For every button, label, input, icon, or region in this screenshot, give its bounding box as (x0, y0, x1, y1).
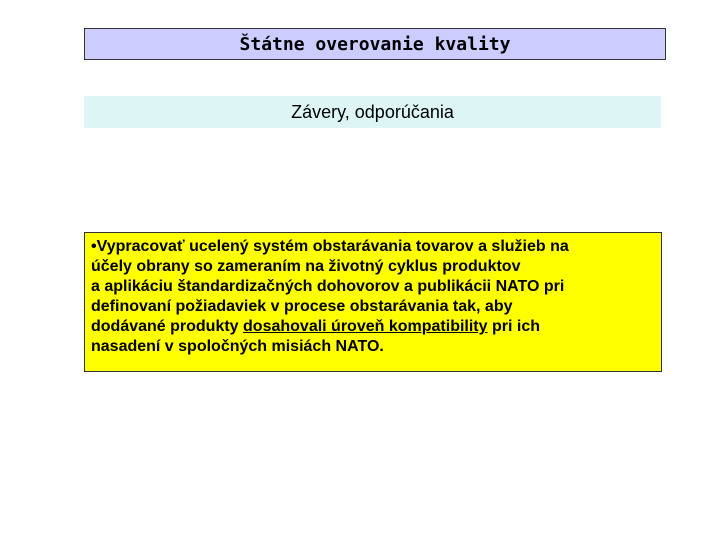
content-line-3: a aplikáciu štandardizačných dohovorov a publikácii NATO pri (91, 278, 565, 295)
page-title: Štátne overovanie kvality (239, 33, 511, 55)
content-text-1: Vypracovať ucelený systém obstarávania tovarov a služieb na (96, 238, 569, 255)
content-line-1 (91, 237, 655, 257)
title-box (84, 28, 666, 60)
content-line-2: účely obrany so zameraním na životný cyklus produktov (91, 258, 521, 275)
content-text-5a: dodávané produkty (91, 318, 244, 335)
bullet-icon: • (91, 238, 97, 255)
content-line-5 (91, 317, 655, 337)
recommendation-box (84, 232, 662, 372)
content-text-5b: pri ich (487, 318, 540, 335)
content-line-4: definovaní požiadaviek v procese obstarávania tak, aby (91, 298, 513, 315)
underlined-phrase: dosahovali úroveň kompatibility (243, 318, 488, 335)
content-line-6: nasadení v spoločných misiách NATO. (91, 338, 384, 355)
subtitle-box (84, 96, 661, 128)
section-subtitle: Závery, odporúčania (291, 101, 454, 122)
